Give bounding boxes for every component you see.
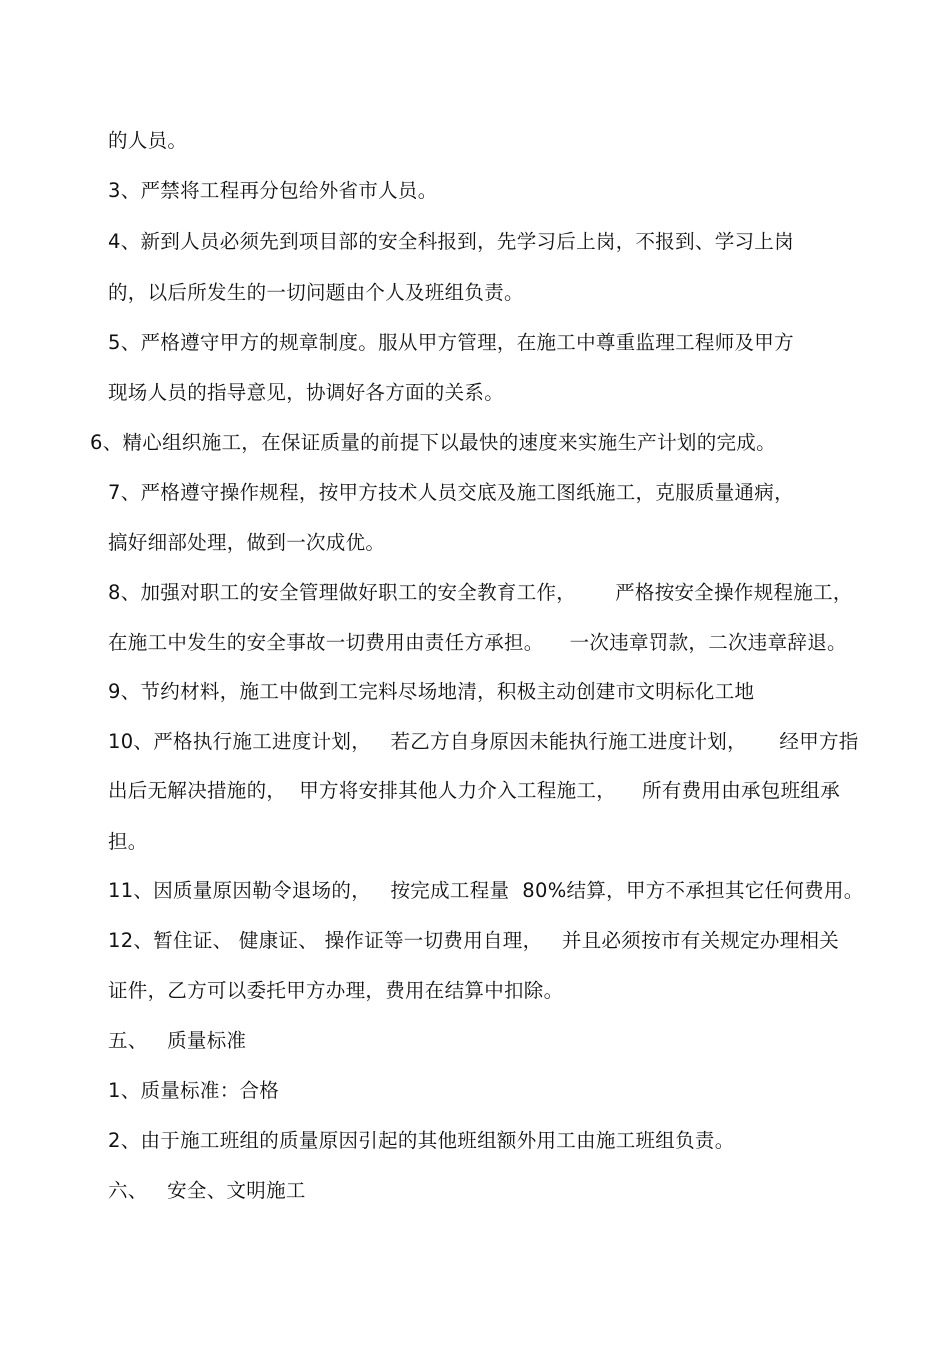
text-line-3: 4、新到人员必须先到项目部的安全科报到，先学习后上岗，不报到、学习上岗 [108, 230, 794, 253]
text-line-4: 的，以后所发生的一切问题由个人及班组负责。 [108, 281, 524, 304]
text-line-11: 在施工中发生的安全事故一切费用由责任方承担。 一次违章罚款，二次违章辞退。 [108, 631, 847, 654]
text-line-9: 搞好细部处理，做到一次成优。 [108, 531, 386, 554]
text-line-21: 2、由于施工班组的质量原因引起的其他班组额外用工由施工班组负责。 [108, 1129, 735, 1152]
text-line-10: 8、加强对职工的安全管理做好职工的安全教育工作， 严格按安全操作规程施工， [108, 581, 853, 604]
text-line-15: 担。 [108, 830, 148, 853]
text-line-8: 7、严格遵守操作规程，按甲方技术人员交底及施工图纸施工，克服质量通病， [108, 481, 794, 504]
text-line-2: 3、严禁将工程再分包给外省市人员。 [108, 179, 438, 202]
text-line-16: 11、因质量原因勒令退场的， 按完成工程量 80%结算，甲方不承担其它任何费用。 [108, 879, 864, 902]
text-line-1: 的人员。 [108, 129, 188, 152]
section-heading-safety: 六、 安全、文明施工 [108, 1179, 306, 1202]
text-line-17: 12、暂住证、 健康证、 操作证等一切费用自理， 并且必须按市有关规定办理相关 [108, 929, 840, 952]
section-heading-quality: 五、 质量标准 [108, 1029, 247, 1052]
text-line-14: 出后无解决措施的， 甲方将安排其他人力介入工程施工， 所有费用由承包班组承 [108, 779, 840, 802]
text-line-20: 1、质量标准：合格 [108, 1079, 280, 1102]
text-line-12: 9、节约材料，施工中做到工完料尽场地清，积极主动创建市文明标化工地 [108, 680, 755, 703]
text-line-7: 6、精心组织施工，在保证质量的前提下以最快的速度来实施生产计划的完成。 [90, 431, 776, 454]
text-line-5: 5、严格遵守甲方的规章制度。服从甲方管理，在施工中尊重监理工程师及甲方 [108, 331, 794, 354]
text-line-13: 10、严格执行施工进度计划， 若乙方自身原因未能执行施工进度计划， 经甲方指 [108, 730, 859, 753]
text-line-18: 证件，乙方可以委托甲方办理，费用在结算中扣除。 [108, 979, 564, 1002]
text-line-6: 现场人员的指导意见，协调好各方面的关系。 [108, 381, 505, 404]
